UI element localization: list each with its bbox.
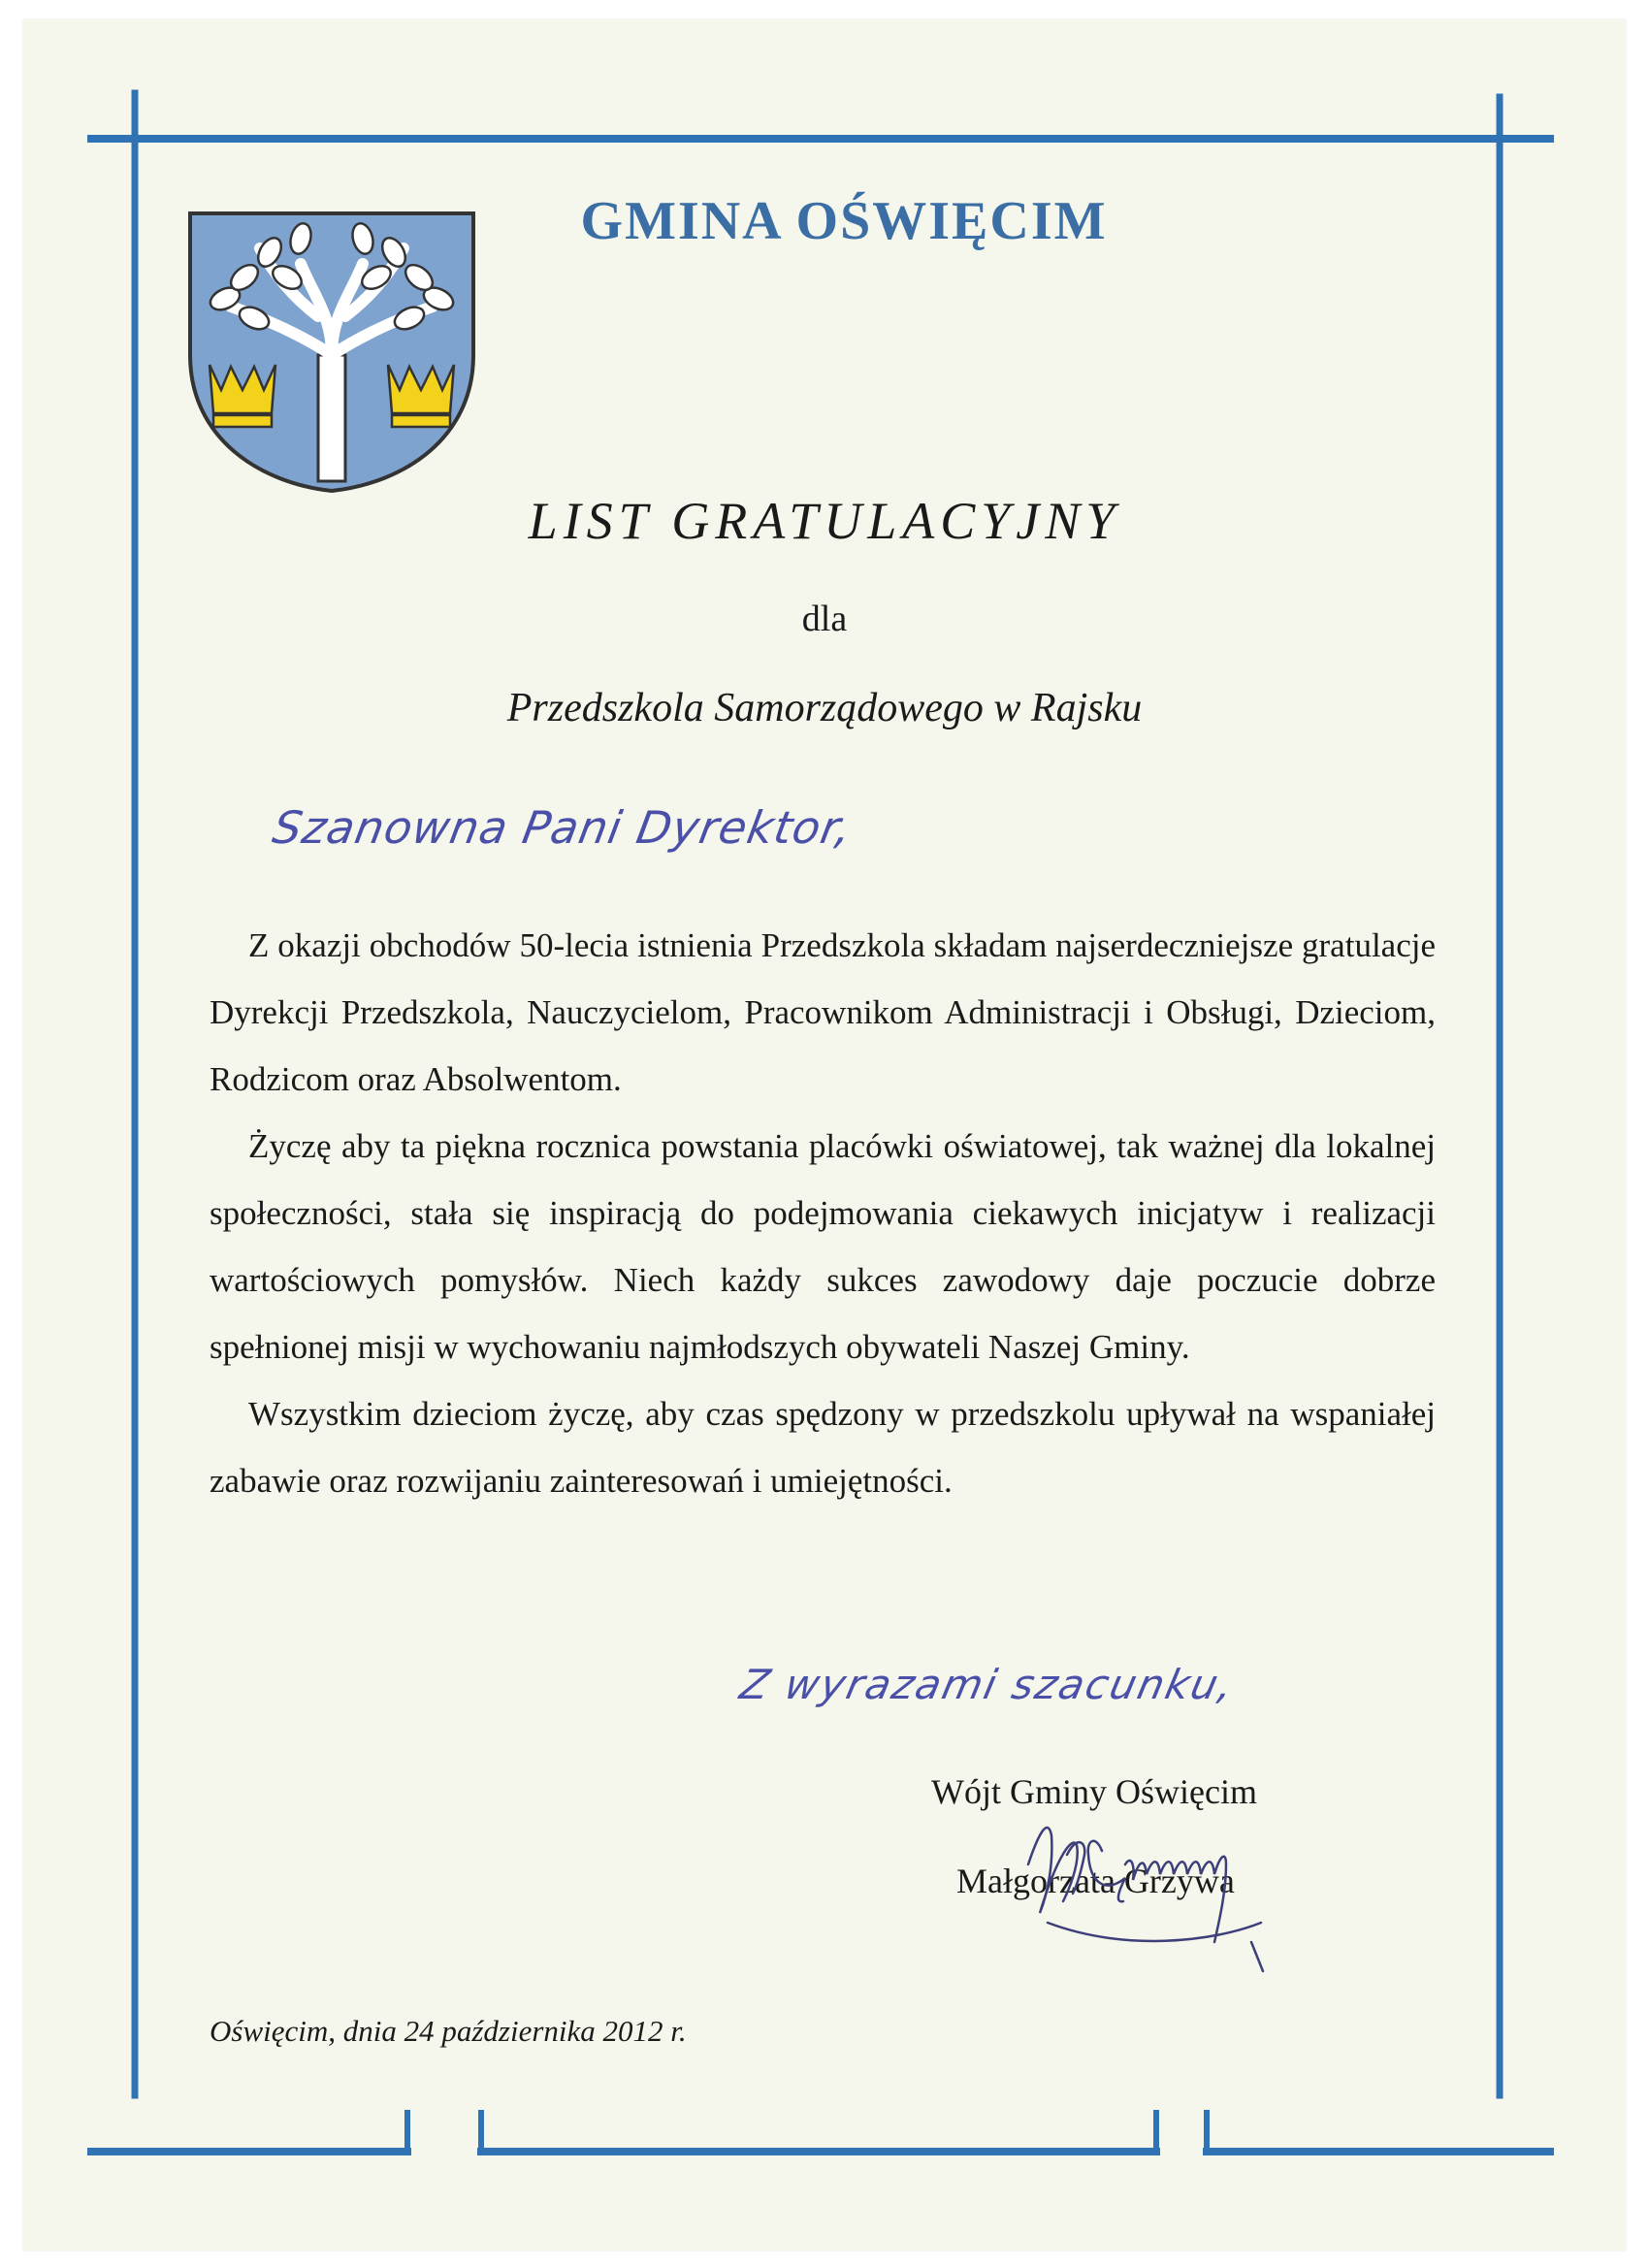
paragraph: Wszystkim dzieciom życzę, aby czas spędzony w przedszkolu upływał na wspaniałej zabawie oraz rozwijaniu zainteresowań i umiejętności.	[210, 1395, 1436, 1500]
signer-name: Małgorzata Grzywa	[956, 1862, 1235, 1900]
signer-title: Wójt Gminy Oświęcim	[931, 1772, 1257, 1811]
handwritten-regards: Z wyrazami szacunku,	[735, 1661, 1240, 1708]
signature-icon	[1009, 1797, 1300, 1981]
recipient: Przedszkola Samorządowego w Rajsku	[506, 686, 1143, 730]
document-title: LIST GRATULACYJNY	[528, 492, 1121, 550]
letter-body	[210, 912, 1436, 1514]
place-and-date: Oświęcim, dnia 24 października 2012 r.	[210, 2014, 687, 2048]
paragraph: Życzę aby ta piękna rocznica powstania placówki oświatowej, tak ważnej dla lokalnej społeczności, stała się inspiracją do podejmowania ciekawych inicjatyw i realizacji wartościowych pomysłów. Niech każdy sukces zawodowy daje poczucie dobrze spełnionej misji w wychowaniu najmłodszych obywateli Naszej Gminy.	[210, 1127, 1436, 1366]
paragraph: Z okazji obchodów 50-lecia istnienia Przedszkola składam najserdeczniejsze gratulacje Dyrekcji Przedszkola, Nauczycielom, Pracownikom Administracji i Obsługi, Dzieciom, Rodzicom oraz Absolwentom.	[210, 926, 1436, 1098]
coat-of-arms-icon	[186, 210, 477, 495]
municipality-title: GMINA OŚWIĘCIM	[580, 191, 1108, 251]
handwritten-salutation: Szanowna Pani Dyrektor,	[269, 801, 857, 854]
for-label: dla	[801, 599, 848, 639]
